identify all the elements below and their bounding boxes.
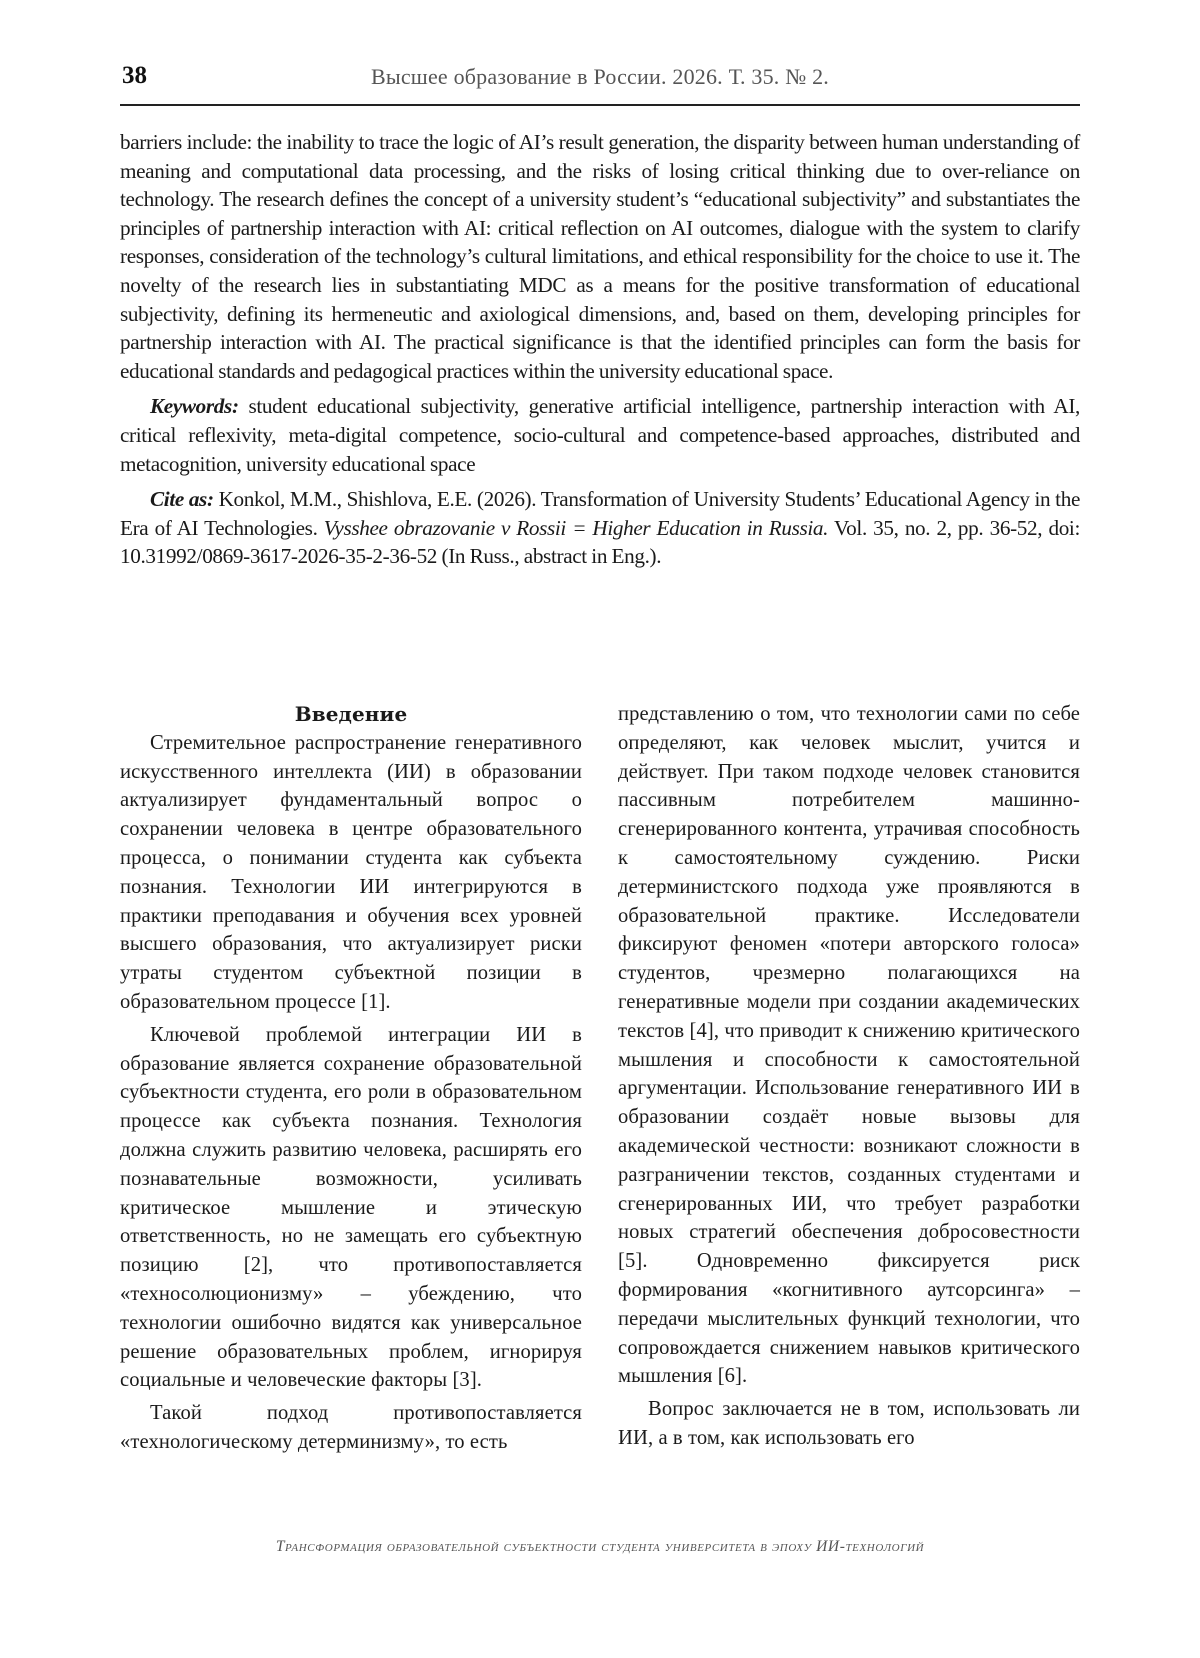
paragraph: Вопрос заключается не в том, использовать ли ИИ, а в том, как использовать его	[618, 1398, 1080, 1449]
keywords-paragraph	[120, 392, 1080, 478]
cite-label: Cite as:	[150, 487, 214, 512]
keywords-label: Keywords:	[150, 394, 239, 419]
cite-journal: Vysshee obrazovanie v Rossii = Higher Education in Russia.	[323, 515, 829, 540]
article-running-title: Трансформация образовательной субъектности студента университета в эпоху ИИ-технологий	[275, 1538, 925, 1555]
journal-running-head: Высшее образование в России. 2026. Т. 35. № 2.	[370, 64, 829, 89]
abstract-body: barriers include: the inability to trace the logic of AI’s result generation, the disparity between human understanding of meaning and computational data processing, and the risks of losing critical thinking due to over-reliance on technology. The research defines the concept of a university student’s “educational subjectivity” and substantiates the principles of partnership interaction with AI: critical reflection on AI outcomes, dialogue with the system to clarify responses, consideration of the technology’s cultural limitations, and ethical responsibility for the choice to use it. The novelty of the research lies in substantiating MDC as a means for the positive transformation of educational subjectivity, defining its hermeneutic and axiological dimensions, and, based on them, developing principles for partnership interaction with AI. The practical significance is that the identified principles can form the basis for educational standards and pedagogical practices within the university educational space.	[120, 130, 1080, 383]
article-body	[120, 700, 1080, 1530]
keywords-text: student educational subjectivity, generative artificial intelligence, partnership interaction with AI, critical reflexivity, meta-digital competence, socio-cultural and competence-based approaches, distributed and metacognition, university educational space	[120, 394, 1080, 476]
cite-authors-title: Konkol, M.M., Shishlova, E.E. (2026). Transformation of University Students’ Educational Agency in the Era of AI Technologies.	[120, 487, 1081, 540]
abstract-section	[120, 128, 1080, 578]
page-number: 38	[122, 62, 147, 89]
paragraph-continued: представлению о том, что технологии сами по себе определяют, как человек мыслит, учится и действует. При таком подходе человек становится пассивным потребителем машинно-сгенерированного контента, утрачивая способность к самостоятельному суждению. Риски детерминистского подхода уже проявляются в образовательной практике. Исследователи фиксируют феномен «потери авторского голоса» студентов, чрезмерно полагающихся на генеративные модели при создании академических текстов [4], что приводит к снижению критического мышления и способности к самостоятельной аргументации. Использование генеративного ИИ в образовании создаёт новые вызовы для академической честности: возникают сложности в разграничении текстов, созданных студентами и сгенерированных ИИ, что требует разработки новых стратегий обеспечения добросовестности [5]. Одновременно фиксируется риск формирования «когнитивного аутсорсинга» – передачи мыслительных функций технологии, что сопровождается снижением навыков критического мышления [6].	[618, 703, 1080, 1388]
right-column	[618, 700, 1080, 1453]
cite-details: Vol. 35, no. 2, pp. 36-52, doi: 10.31992/0869-3617-2026-35-2-36-52 (In Russ., abstract in Eng.).	[120, 515, 1081, 569]
section-heading-introduction: Введение	[294, 702, 408, 726]
paragraph: Стремительное распространение генеративного искусственного интеллекта (ИИ) в образовании актуализирует фундаментальный вопрос о сохранении человека в центре образовательного процесса, о понимании студента как субъекта познания. Технологии ИИ интегрируются в практики преподавания и обучения всех уровней высшего образования, что актуализирует риски утраты студентом субъектной позиции в образовательном процессе [1].	[120, 731, 582, 1013]
page-header	[120, 60, 1080, 100]
paragraph: Такой подход противопоставляется «технологическому детерминизму», то есть	[120, 1402, 582, 1453]
left-column	[120, 700, 582, 1457]
citation-paragraph	[120, 485, 1080, 571]
header-divider	[120, 104, 1080, 106]
paragraph: Ключевой проблемой интеграции ИИ в образование является сохранение образовательной субъектности студента, его роли в образовательном процессе как субъекта познания. Технология должна служить развитию человека, расширять его познавательные возможности, усиливать критическое мышление и этическую ответственность, но не замещать его субъектную позицию [2], что противопоставляется «техносолюционизму» – убеждению, что технологии ошибочно видятся как универсальное решение образовательных проблем, игнорируя социальные и человеческие факторы [3].	[120, 1023, 582, 1392]
